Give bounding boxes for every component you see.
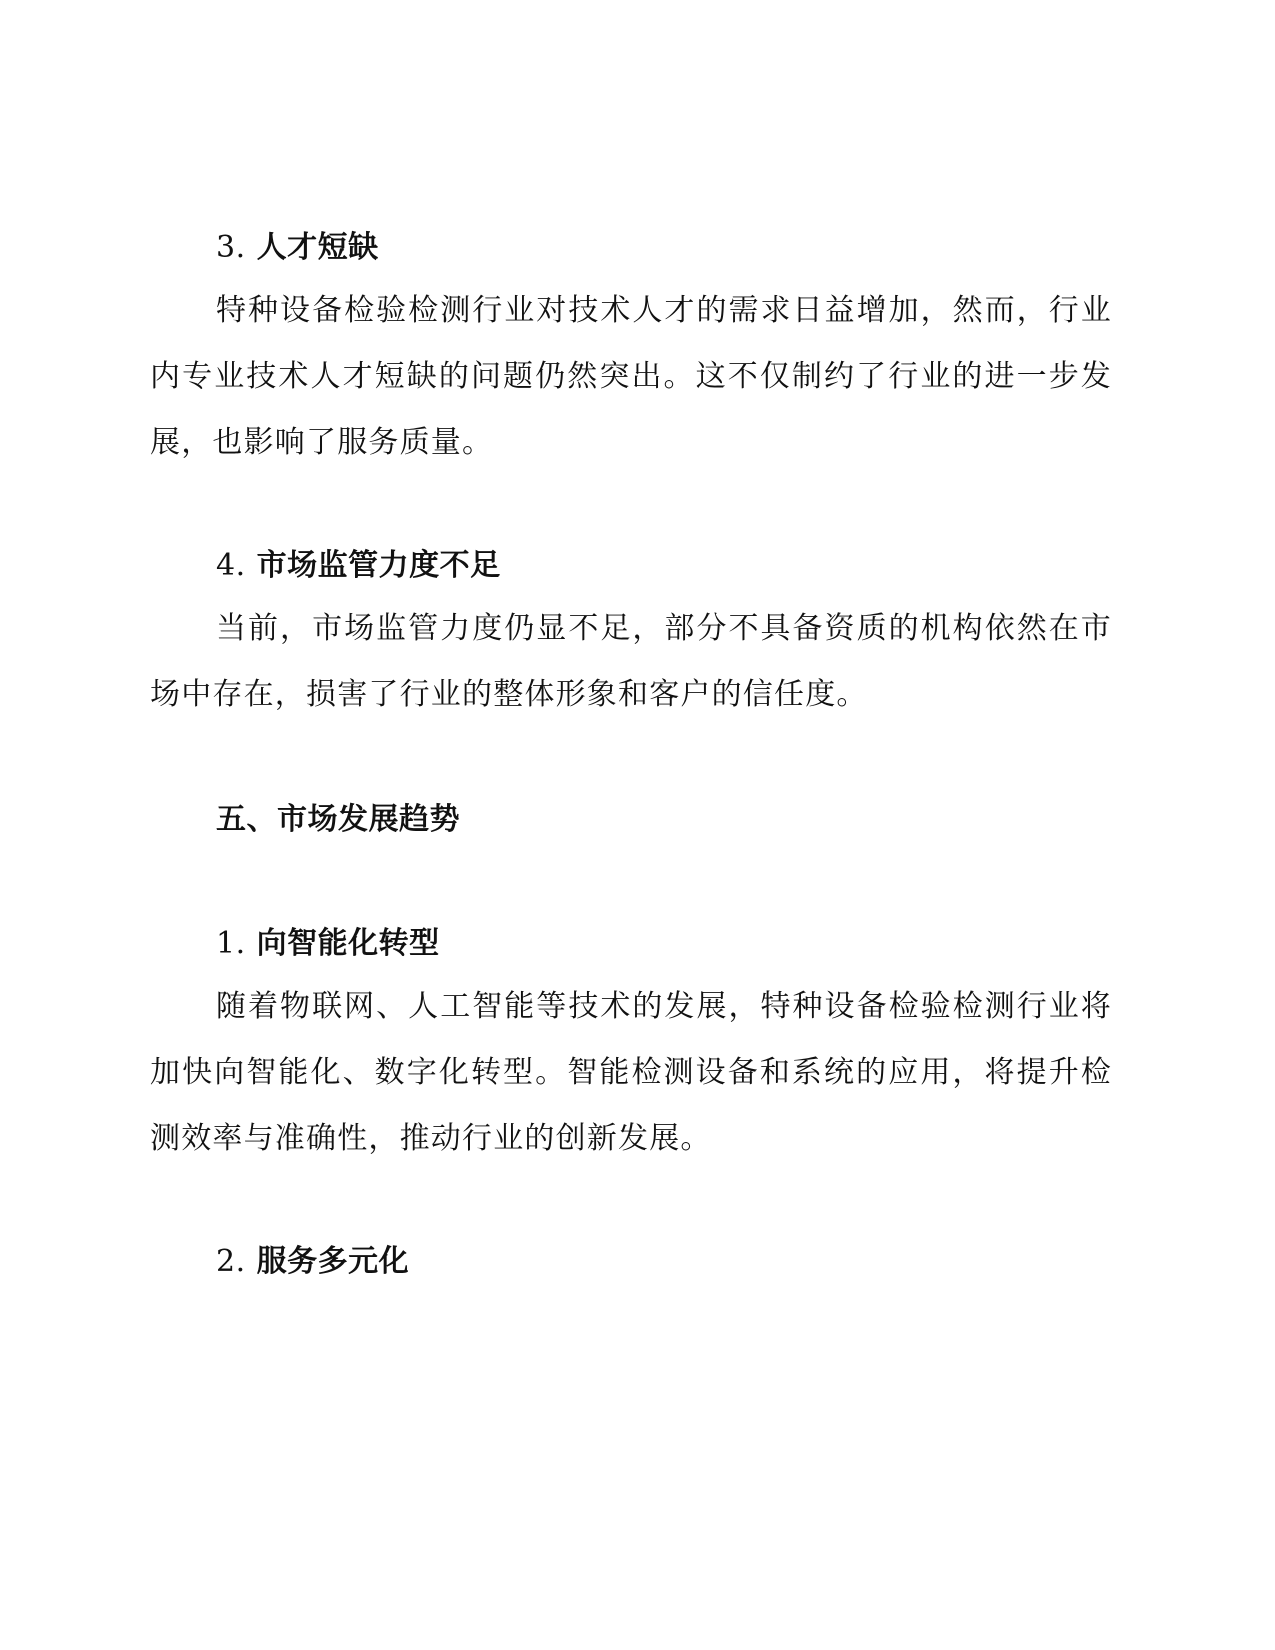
section-heading-service-diversification — [150, 1242, 1112, 1282]
section-body-intelligent-transformation: 随着物联网、人工智能等技术的发展，特种设备检验检测行业将加快向智能化、数字化转型。智能检测设备和系统的应用，将提升检测效率与准确性，推动行业的创新发展。 — [150, 989, 1112, 1156]
section-heading-intelligent-transformation — [150, 924, 1112, 964]
section-title: 服务多元化 — [256, 1244, 410, 1279]
section-number: 4. — [216, 548, 246, 583]
section-heading-talent-shortage — [150, 228, 1112, 268]
chapter-title: 五、市场发展趋势 — [216, 802, 460, 837]
section-body-talent-shortage: 特种设备检验检测行业对技术人才的需求日益增加，然而，行业内专业技术人才短缺的问题仍然突出。这不仅制约了行业的进一步发展，也影响了服务质量。 — [150, 293, 1112, 460]
section-body-market-supervision: 当前，市场监管力度仍显不足，部分不具备资质的机构依然在市场中存在，损害了行业的整体形象和客户的信任度。 — [150, 611, 1112, 712]
section-title: 人才短缺 — [256, 230, 379, 265]
section-number: 1. — [216, 926, 246, 961]
section-heading-market-supervision — [150, 546, 1112, 586]
section-title: 市场监管力度不足 — [256, 548, 501, 583]
section-number: 2. — [216, 1244, 246, 1279]
chapter-heading-market-trends — [150, 800, 1112, 840]
section-number: 3. — [216, 230, 246, 265]
section-title: 向智能化转型 — [256, 926, 440, 961]
